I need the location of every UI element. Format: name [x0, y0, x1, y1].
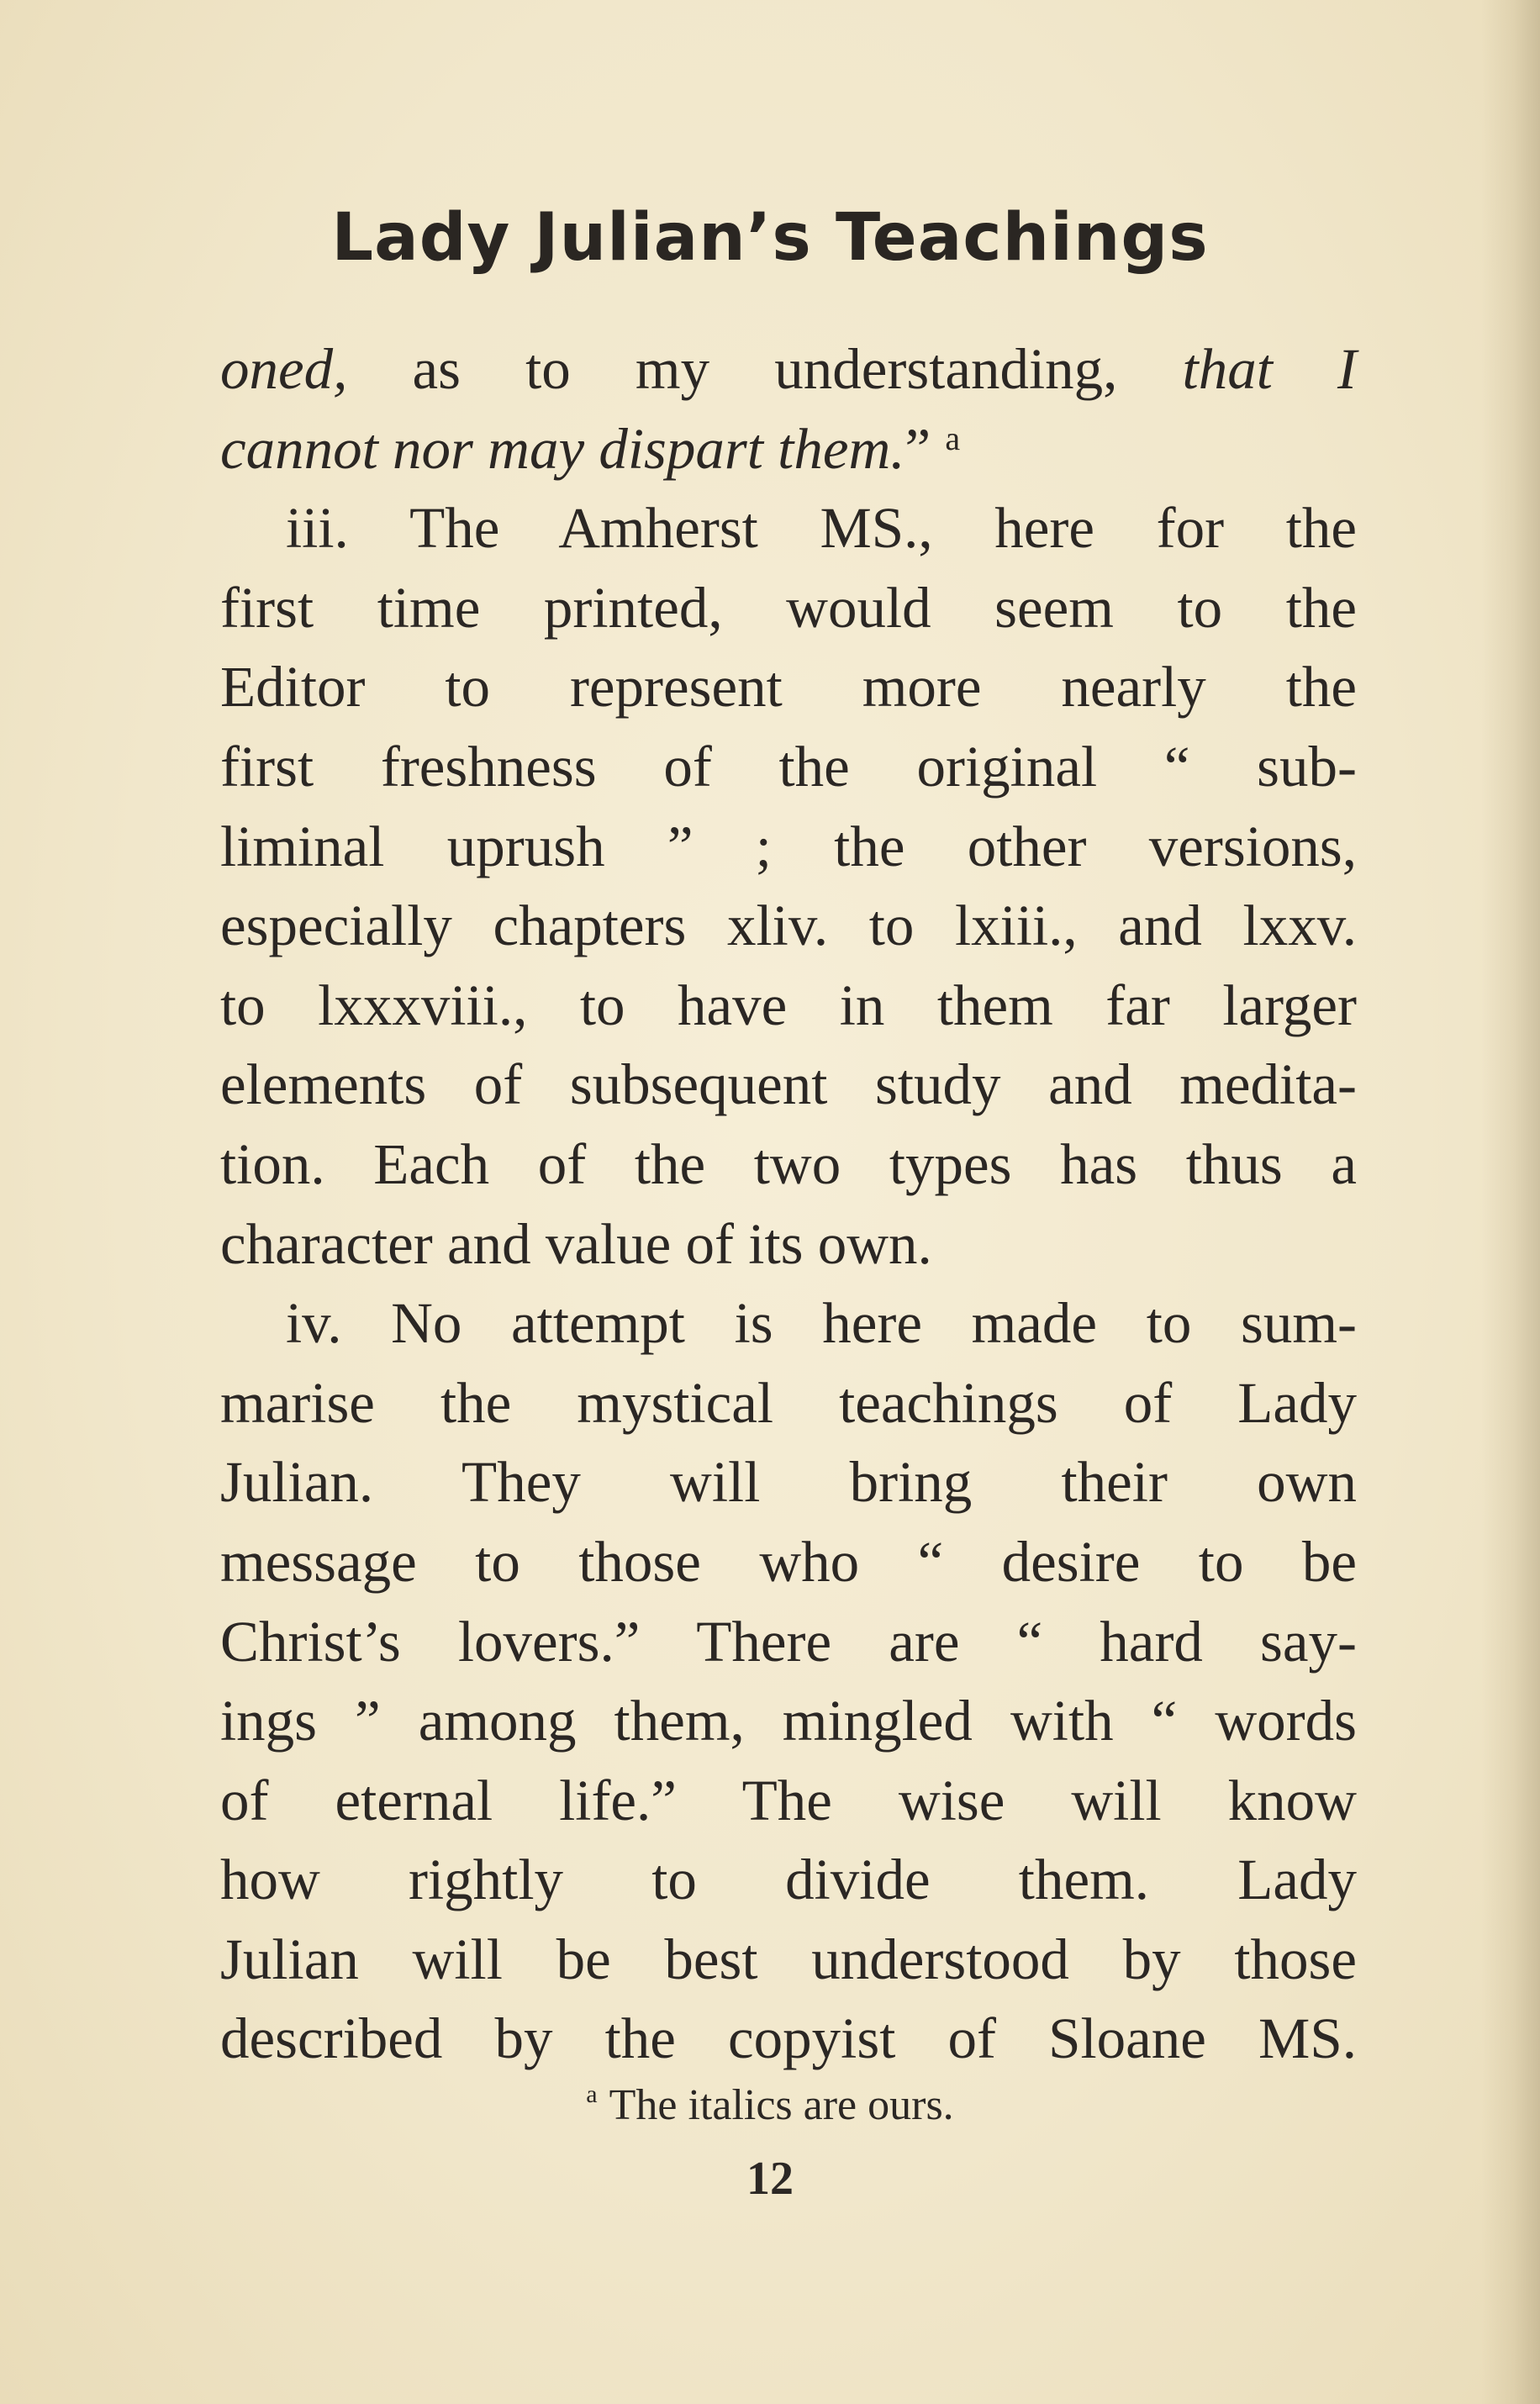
paragraph-start-line: iv. No attempt is here made to sum-: [286, 1291, 1357, 1356]
text-line: Editor to represent more nearly the: [220, 655, 1357, 720]
text-line: how rightly to divide them. Lady: [220, 1848, 1357, 1912]
paragraph-start-line: iii. The Amherst MS., here for the: [286, 496, 1357, 561]
text-line: especially chapters xliv. to lxiii., and lxxv.: [220, 894, 1357, 958]
paragraph-end-line: character and value of its own.: [220, 1211, 932, 1276]
text-line: Julian will be best understood by those: [220, 1927, 1357, 1991]
text-line: [220, 329, 1357, 409]
running-head: Lady Julian’s Teachings: [331, 200, 1209, 276]
page-number: 12: [746, 2153, 794, 2205]
text-span: as to my understanding,: [347, 337, 1183, 401]
footnote: [0, 2080, 1540, 2130]
text-line: first freshness of the original “ sub-: [220, 734, 1357, 799]
text-line: tion. Each of the two types has thus a: [220, 1131, 1357, 1196]
text-line: elements of subsequent study and medita-: [220, 1052, 1357, 1117]
text-line: message to those who “ desire to be: [220, 1529, 1357, 1594]
text-line: [220, 409, 1357, 489]
text-line: Julian. They will bring their own: [220, 1450, 1357, 1515]
italic-text: oned,: [220, 337, 348, 401]
italic-text: that I: [1182, 337, 1357, 401]
footnote-mark: a: [586, 2080, 598, 2108]
text-line: liminal uprush ” ; the other versions,: [220, 814, 1357, 878]
text-line: of eternal life.” The wise will know: [220, 1768, 1357, 1832]
text-line: ings ” among them, mingled with “ words: [220, 1689, 1357, 1753]
text-line: first time printed, would seem to the: [220, 575, 1357, 640]
footnote-reference: a: [945, 419, 961, 457]
page-edge-shadow: [1481, 0, 1540, 2404]
footnote-text: The italics are ours.: [609, 2081, 954, 2129]
text-line: to lxxxviii., to have in them far larger: [220, 973, 1357, 1037]
closing-quote: ”: [904, 416, 931, 481]
text-line: described by the copyist of Sloane MS.: [220, 2006, 1357, 2071]
text-line: marise the mystical teachings of Lady: [220, 1370, 1357, 1435]
text-line: Christ’s lovers.” There are “ hard say-: [220, 1609, 1357, 1674]
body-text: [220, 329, 1357, 2079]
italic-text: cannot nor may dispart them.: [220, 416, 905, 481]
